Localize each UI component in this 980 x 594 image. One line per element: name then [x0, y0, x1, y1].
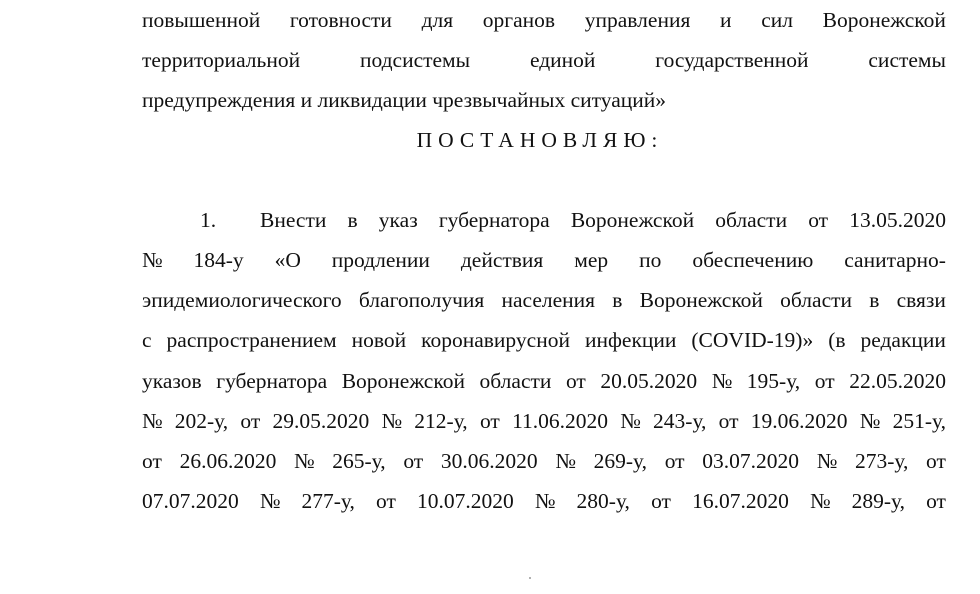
word: от [718, 409, 739, 433]
word: санитарно- [844, 248, 946, 272]
item-line-7 [142, 446, 946, 476]
word: населения [501, 288, 596, 312]
decree-heading: ПОСТАНОВЛЯЮ: [416, 128, 664, 152]
word: № [809, 489, 831, 513]
word: по [639, 248, 662, 272]
word: 280-у, [576, 489, 630, 513]
word: от [814, 369, 835, 393]
preamble-line-1 [142, 5, 946, 35]
word: продлении [331, 248, 430, 272]
word: 20.05.2020 [600, 369, 698, 393]
word: 13.05.2020 [849, 208, 946, 232]
word: 29.05.2020 [272, 409, 370, 433]
word: 11.06.2020 [512, 409, 609, 433]
word: 07.07.2020 [142, 489, 239, 513]
word: от [240, 409, 261, 433]
word: редакции [860, 328, 946, 352]
word: № [555, 449, 576, 473]
word: подсистемы [359, 48, 471, 72]
word: благополучия [358, 288, 485, 312]
word: 277-у, [301, 489, 355, 513]
word: с [142, 328, 152, 352]
word: для [421, 8, 454, 32]
word: 184-у [193, 248, 244, 272]
word: указ [378, 208, 418, 232]
word: «О [274, 248, 301, 272]
word: органов [482, 8, 556, 32]
word: готовности [289, 8, 392, 32]
word: губернатора [438, 208, 550, 232]
word: № [142, 248, 163, 272]
word: 269-у, [593, 449, 647, 473]
word: инфекции [584, 328, 677, 352]
word: 212-у, [414, 409, 468, 433]
word: повышенной [142, 8, 261, 32]
word: и [720, 8, 732, 32]
word: территориальной [142, 48, 301, 72]
word: Воронежской [341, 369, 465, 393]
word: сил [761, 8, 793, 32]
word: мер [574, 248, 609, 272]
word: № [859, 409, 881, 433]
word: 202-у, [174, 409, 229, 433]
word: от [664, 449, 685, 473]
word: от [479, 409, 500, 433]
word: Внести [260, 208, 327, 232]
word: распространением [166, 328, 337, 352]
word: Воронежской [570, 208, 695, 232]
word: от [403, 449, 424, 473]
word: от [651, 489, 671, 513]
word: области [715, 208, 788, 232]
word: коронавирусной [421, 328, 570, 352]
word: от [565, 369, 586, 393]
word: № [294, 449, 315, 473]
word: от [376, 489, 396, 513]
word: в [869, 288, 880, 312]
item-line-8 [142, 486, 946, 516]
word: 289-у, [851, 489, 905, 513]
word: 19.06.2020 [750, 409, 848, 433]
word: 03.07.2020 [702, 449, 800, 473]
word: новой [351, 328, 407, 352]
word: 251-у, [892, 409, 946, 433]
preamble-line-2 [142, 45, 946, 75]
word: системы [868, 48, 946, 72]
word: (в [828, 328, 846, 352]
item-line-6 [142, 406, 946, 436]
word: № [142, 409, 163, 433]
word: № [534, 489, 556, 513]
word: обеспечению [692, 248, 814, 272]
item-line-1 [260, 205, 946, 235]
word: от [808, 208, 829, 232]
word: действия [460, 248, 544, 272]
word: 26.06.2020 [179, 449, 277, 473]
word: № [816, 449, 838, 473]
scan-speck [529, 577, 531, 579]
word: от [142, 449, 162, 473]
item-line-5 [142, 366, 946, 396]
word: связи [896, 288, 946, 312]
word: 273-у, [854, 449, 909, 473]
word: в [612, 288, 623, 312]
word: области [479, 369, 552, 393]
word: № [620, 409, 641, 433]
word: управления [584, 8, 691, 32]
item-line-2 [142, 245, 946, 275]
word: от [926, 449, 946, 473]
word: № [259, 489, 281, 513]
word: от [926, 489, 946, 513]
word: Воронежской [639, 288, 763, 312]
word: эпидемиологического [142, 288, 342, 312]
word: 243-у, [653, 409, 707, 433]
preamble-line-3: предупреждения и ликвидации чрезвычайных ситуаций» [142, 88, 667, 112]
word: указов [142, 369, 202, 393]
word: № [381, 409, 403, 433]
item-line-4 [142, 325, 946, 355]
word: губернатора [216, 369, 328, 393]
word: области [780, 288, 853, 312]
word: единой [529, 48, 596, 72]
item-number: 1. [200, 208, 217, 232]
word: 265-у, [332, 449, 386, 473]
word: Воронежской [822, 8, 946, 32]
word: 30.06.2020 [440, 449, 538, 473]
word: 16.07.2020 [692, 489, 789, 513]
word: государственной [655, 48, 809, 72]
word: (COVID-19)» [691, 328, 814, 352]
word: в [347, 208, 358, 232]
word: 195-у, [746, 369, 801, 393]
word: 22.05.2020 [849, 369, 946, 393]
word: № [711, 369, 733, 393]
item-line-3 [142, 285, 946, 315]
word: 10.07.2020 [417, 489, 514, 513]
